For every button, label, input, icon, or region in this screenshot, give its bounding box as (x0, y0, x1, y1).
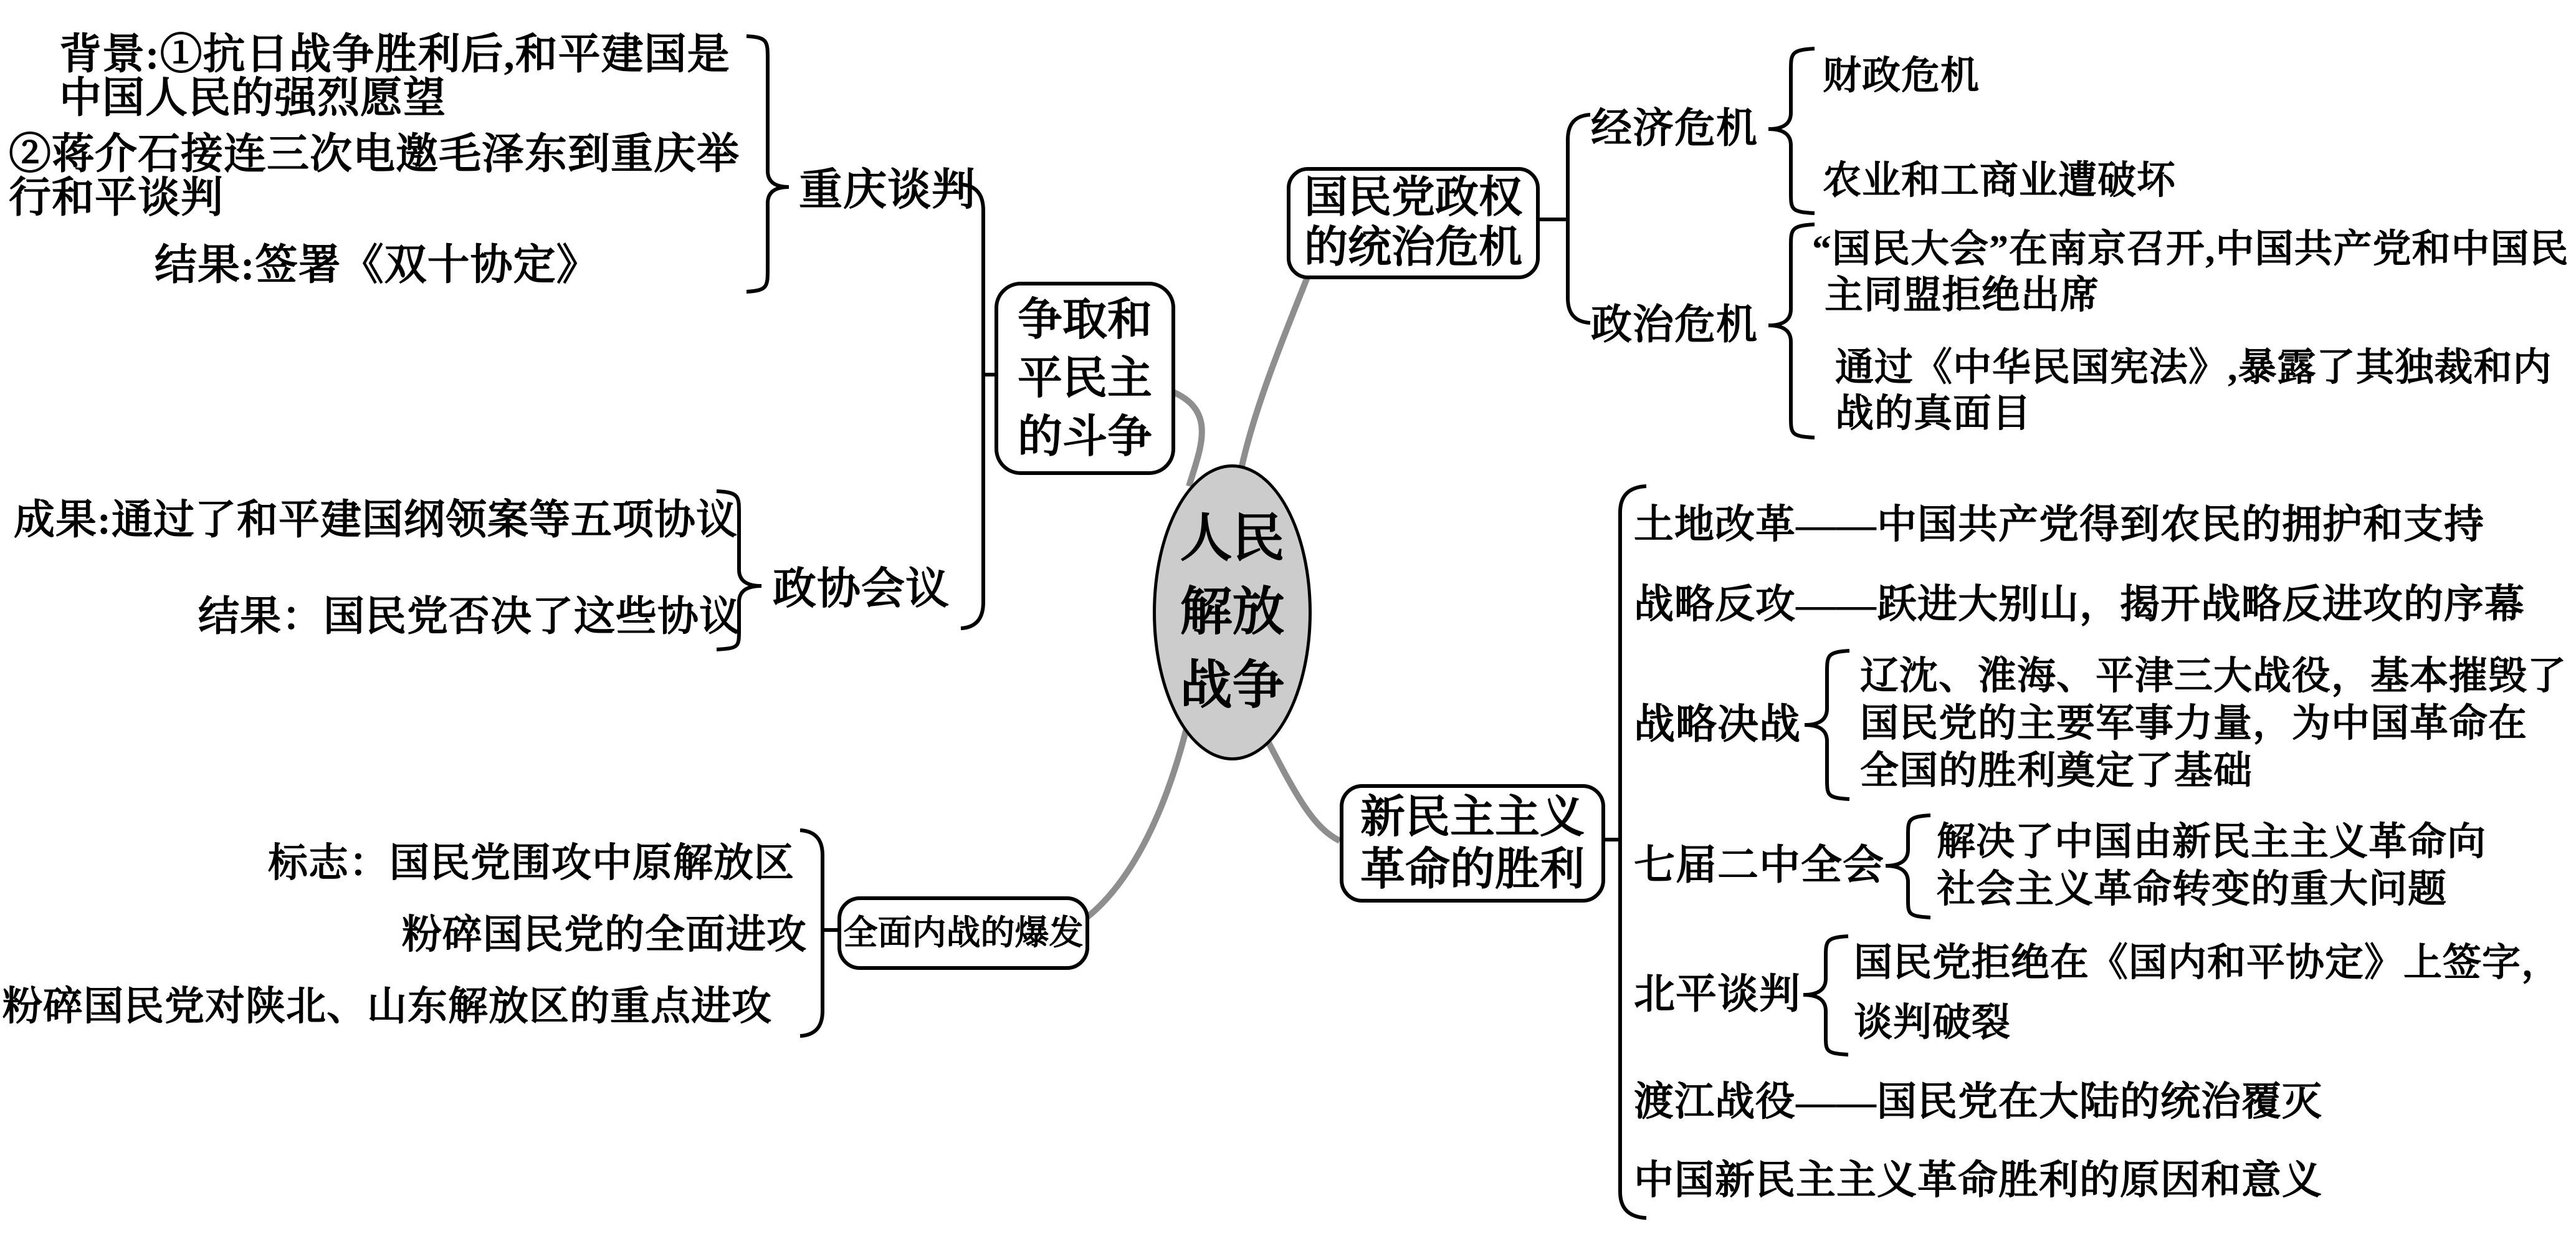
label-decisive-battles: 战略决战 (1634, 702, 1801, 747)
outbreak-smash-2: 粉碎国民党对陕北、山东解放区的重点进攻 (2, 984, 772, 1028)
political-item-constitution-line-2: 战的真面目 (1835, 393, 2032, 435)
bracket-struggle (961, 185, 983, 628)
root-ellipse (1153, 464, 1312, 760)
decisive-line-3: 全国的胜利奠定了基础 (1860, 750, 2253, 792)
connector-root-crisis (1241, 268, 1311, 469)
chongqing-background-line-2: 中国人民的强烈愿望 (59, 74, 447, 122)
brace-beiping (1803, 936, 1848, 1055)
political-item-constitution-line-1: 通过《中华民国宪法》,暴露了其独裁和内 (1835, 347, 2552, 389)
victory-yangtze-campaign: 渡江战役——国民党在大陆的统治覆灭 (1634, 1080, 2322, 1124)
connector-root-outbreak (1077, 726, 1187, 924)
pcc-achievement: 成果:通过了和平建国纲领案等五项协议 (14, 497, 738, 543)
victory-counter-offensive: 战略反攻——跃进大别山，揭开战略反进攻的序幕 (1634, 582, 2525, 626)
label-pcc-conference: 政协会议 (773, 565, 950, 613)
root-line-3: 战争 (1180, 656, 1285, 715)
brace-chongqing (747, 36, 789, 292)
brace-political (1768, 224, 1815, 438)
crisis-box-line-2: 的统治危机 (1304, 224, 1522, 272)
label-economic-crisis: 经济危机 (1591, 106, 1758, 151)
outbreak-box-label: 全面内战的爆发 (843, 914, 1084, 952)
connector-root-victory (1266, 738, 1340, 841)
label-beiping-talks: 北平谈判 (1634, 972, 1801, 1017)
brace-economic (1768, 49, 1815, 213)
political-item-assembly-line-2: 主同盟拒绝出席 (1825, 274, 2100, 317)
brace-decisive (1805, 651, 1849, 799)
bracket-crisis (1568, 115, 1590, 323)
chongqing-background-line-1: 背景:①抗日战争胜利后,和平建国是 (59, 31, 730, 78)
victory-box-line-1: 新民主主义 (1360, 792, 1585, 842)
chongqing-result: 结果:签署《双十协定》 (155, 241, 599, 289)
political-item-assembly-line-1: “国民大会”在南京召开,中国共产党和中国民 (1812, 228, 2569, 271)
outbreak-smash-1: 粉碎国民党的全面进攻 (402, 913, 807, 957)
victory-box-line-2: 革命的胜利 (1360, 845, 1585, 894)
label-political-crisis: 政治危机 (1591, 302, 1758, 348)
pcc-result: 结果：国民党否决了这些协议 (198, 594, 741, 640)
economic-item-finance: 财政危机 (1823, 55, 1980, 97)
chongqing-invite-line-1: ②蒋介石接连三次电邀毛泽东到重庆举 (9, 130, 740, 178)
struggle-box-line-2: 平民主 (1017, 353, 1152, 403)
struggle-box-line-1: 争取和 (1017, 295, 1152, 345)
branch-box-outbreak (837, 896, 1089, 970)
outbreak-sign: 标志：国民党围攻中原解放区 (268, 841, 794, 885)
victory-meaning: 中国新民主主义革命胜利的原因和意义 (1634, 1158, 2322, 1202)
crisis-box-line-1: 国民党政权 (1304, 174, 1522, 222)
decisive-line-1: 辽沈、淮海、平津三大战役，基本摧毁了 (1860, 655, 2567, 697)
label-chongqing-negotiation: 重庆谈判 (799, 166, 976, 214)
branch-box-crisis (1287, 167, 1540, 279)
beiping-line-2: 谈判破裂 (1854, 1002, 2011, 1044)
struggle-box-line-3: 的斗争 (1017, 412, 1152, 462)
economic-item-industry: 农业和工商业遭破坏 (1823, 160, 2177, 202)
beiping-line-1: 国民党拒绝在《国内和平协定》上签字， (1854, 942, 2561, 984)
root-line-1: 人民 (1180, 509, 1285, 568)
branch-box-victory (1340, 784, 1605, 903)
plenum-line-1: 解决了中国由新民主主义革命向 (1937, 821, 2487, 863)
label-second-plenum: 七届二中全会 (1634, 843, 1884, 888)
victory-land-reform: 土地改革——中国共产党得到农民的拥护和支持 (1634, 502, 2484, 547)
branch-box-struggle (995, 282, 1175, 475)
decisive-line-2: 国民党的主要军事力量，为中国革命在 (1860, 702, 2528, 745)
root-line-2: 解放 (1180, 583, 1285, 641)
chongqing-invite-line-2: 行和平谈判 (9, 174, 224, 221)
brace-plenum (1886, 815, 1930, 918)
plenum-line-2: 社会主义革命转变的重大问题 (1937, 868, 2448, 911)
